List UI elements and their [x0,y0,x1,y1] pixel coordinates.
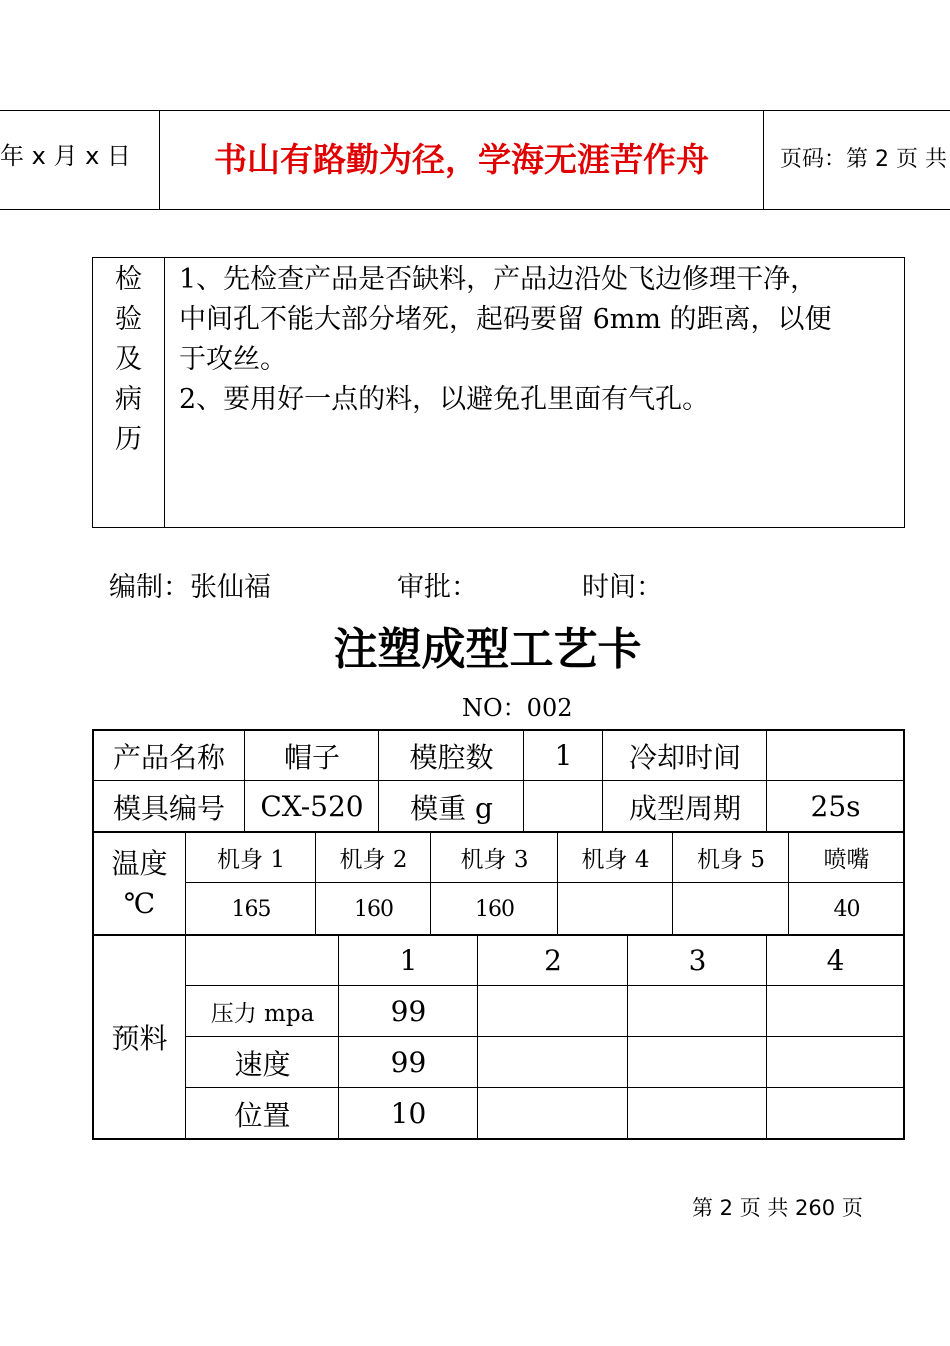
header-motto: 书山有路勤为径，学海无涯苦作舟 [159,111,764,209]
speed-value [478,1037,628,1088]
temp-header: 机身 5 [697,847,765,873]
temp-value [558,883,673,935]
table-divider [185,1087,905,1088]
speed-value [767,1037,904,1088]
pre-header: 4 [826,944,845,977]
label-product-name: 产品名称 [112,740,225,774]
value-mold-weight [524,781,603,832]
table-border [903,729,905,1140]
inspection-line: 2、要用好一点的料，以避免孔里面有气孔。 [179,384,710,415]
table-border [92,729,94,1140]
temp-value: 165 [231,896,271,922]
page-footer: 第 2 页 共 260 页 [692,1196,863,1220]
pre-header-blank [186,935,339,986]
table-divider [627,935,628,1139]
approver-text: 审批： [397,572,478,603]
table-divider [92,780,905,781]
table-divider [185,985,905,986]
temp-header: 机身 3 [460,847,529,873]
table-divider [244,730,245,832]
table-divider [92,934,905,936]
inspection-label [93,258,165,527]
header-date: 年 x 月 x 日 [0,142,131,170]
inspection-label-char: 验 [115,304,142,335]
inspection-label-char: 历 [115,424,142,455]
temp-value: 160 [354,896,393,922]
temp-header: 喷嘴 [823,847,870,873]
pre-material-label: 预料 [111,1022,168,1055]
pressure-value [767,986,904,1037]
temperature-label-text: 温度 [111,846,168,880]
position-value [767,1088,904,1139]
table-divider [378,730,379,832]
document-number: NO：002 [462,694,573,722]
temp-header: 机身 1 [217,847,285,873]
speed-value [628,1037,767,1088]
label-cavity-count: 模腔数 [409,740,494,774]
temp-header: 机身 4 [581,847,650,873]
inspection-line: 于攻丝。 [179,344,287,375]
temp-value: 160 [475,896,514,922]
inspection-box [92,257,905,528]
position-value: 10 [390,1097,427,1130]
table-divider [557,832,558,935]
value-cycle-time: 25s [810,790,861,823]
table-divider [338,935,339,1139]
position-value [628,1088,767,1139]
speed-value: 99 [390,1046,427,1079]
inspection-label-char: 及 [115,344,142,375]
value-product-name: 帽子 [283,740,340,774]
table-divider [185,832,186,1139]
table-divider [788,832,789,935]
table-divider [672,832,673,935]
table-border [92,729,905,731]
temperature-label [93,832,186,935]
pressure-label: 压力 mpa [210,1001,315,1027]
value-cooling-time [767,730,904,781]
time-text: 时间： [582,572,663,603]
temperature-unit: ℃ [123,886,156,920]
page-header [0,110,950,210]
inspection-notes [179,260,899,420]
inspection-line: 中间孔不能大部分堵死，起码要留 6mm 的距离，以便 [179,304,832,335]
position-label: 位置 [234,1098,291,1132]
table-divider [92,831,905,833]
temp-value [673,883,789,935]
header-page-number: 页码：第 2 页 共 [780,147,947,172]
card-title: 注塑成型工艺卡 [333,624,642,675]
pre-header: 2 [544,944,562,977]
table-divider [185,1036,905,1037]
label-mold-number: 模具编号 [112,791,225,825]
value-mold-number: CX-520 [260,790,364,823]
pre-header: 1 [399,944,418,977]
value-cavity-count: 1 [554,739,573,772]
table-divider [185,882,905,883]
inspection-label-char: 检 [115,264,142,295]
table-divider [766,935,767,1139]
table-divider [602,730,603,832]
compiler-text: 编制：张仙福 [109,572,271,603]
temp-header: 机身 2 [339,847,408,873]
pressure-value: 99 [390,995,427,1028]
table-divider [523,730,524,832]
table-divider [315,832,316,935]
table-border [92,1138,905,1140]
pressure-value [628,986,767,1037]
label-mold-weight: 模重 g [410,791,493,825]
label-cycle-time: 成型周期 [628,791,741,825]
inspection-label-char: 病 [115,384,142,415]
temp-value: 40 [833,896,860,922]
pre-header: 3 [688,944,707,977]
speed-label: 速度 [234,1047,291,1081]
table-divider [766,730,767,832]
inspection-line: 1、先检查产品是否缺料，产品边沿处飞边修理干净， [179,264,818,295]
pressure-value [478,986,628,1037]
table-divider [430,832,431,935]
table-divider [477,935,478,1139]
label-cooling-time: 冷却时间 [628,740,741,774]
position-value [478,1088,628,1139]
